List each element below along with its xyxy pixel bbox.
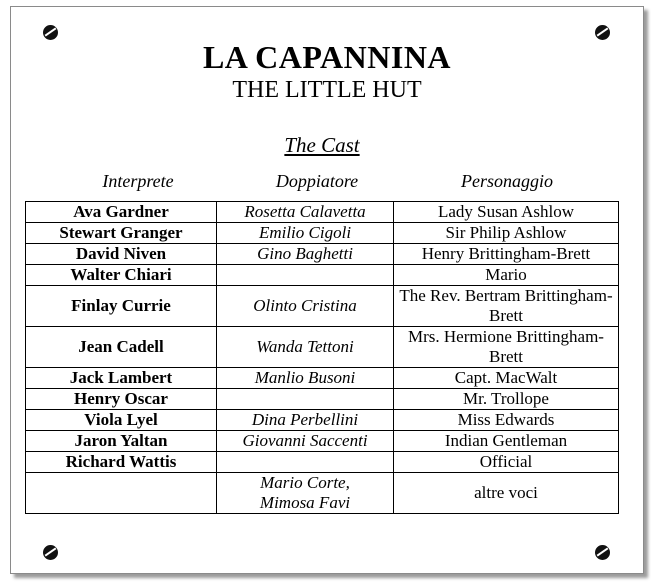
actor-cell: Henry Oscar [26, 389, 217, 410]
actor-cell: Ava Gardner [26, 202, 217, 223]
table-row [26, 286, 619, 327]
table-row [26, 327, 619, 368]
role-cell: Mrs. Hermione Brittingham-Brett [394, 327, 619, 368]
column-header-doppiatore: Doppiatore [275, 171, 359, 191]
actor-cell: Jean Cadell [26, 327, 217, 368]
actor-cell: Richard Wattis [26, 452, 217, 473]
voice-cell: Manlio Busoni [217, 368, 394, 389]
cast-plaque [10, 6, 644, 574]
column-header-personaggio: Personaggio [461, 171, 553, 191]
table-row [26, 452, 619, 473]
role-cell: Mario [394, 265, 619, 286]
role-cell: Official [394, 452, 619, 473]
table-row [26, 223, 619, 244]
actor-cell: Viola Lyel [26, 410, 217, 431]
voice-cell: Gino Baghetti [217, 244, 394, 265]
role-cell: altre voci [394, 473, 619, 514]
table-row [26, 368, 619, 389]
voice-cell [217, 473, 394, 514]
screw-icon [595, 25, 610, 40]
voice-cell: Olinto Cristina [217, 286, 394, 327]
table-row [26, 265, 619, 286]
voice-line: Mimosa Favi [259, 493, 351, 512]
plaque-title: LA CAPANNINA [202, 39, 452, 75]
table-row [26, 202, 619, 223]
table-row [26, 244, 619, 265]
screw-icon [595, 545, 610, 560]
screw-icon [43, 25, 58, 40]
screw-icon [43, 545, 58, 560]
actor-cell: Walter Chiari [26, 265, 217, 286]
role-cell: Mr. Trollope [394, 389, 619, 410]
cast-table [25, 201, 619, 514]
role-cell: Capt. MacWalt [394, 368, 619, 389]
voice-cell: Dina Perbellini [217, 410, 394, 431]
actor-cell: Jack Lambert [26, 368, 217, 389]
voice-cell [217, 265, 394, 286]
actor-cell: Finlay Currie [26, 286, 217, 327]
voice-cell: Wanda Tettoni [217, 327, 394, 368]
voice-cell: Rosetta Calavetta [217, 202, 394, 223]
role-cell: Miss Edwards [394, 410, 619, 431]
voice-cell: Emilio Cigoli [217, 223, 394, 244]
table-row [26, 473, 619, 514]
table-row [26, 431, 619, 452]
table-row [26, 410, 619, 431]
role-cell: The Rev. Bertram Brittingham-Brett [394, 286, 619, 327]
role-cell: Henry Brittingham-Brett [394, 244, 619, 265]
role-cell: Sir Philip Ashlow [394, 223, 619, 244]
actor-cell [26, 473, 217, 514]
cast-heading: The Cast [284, 133, 360, 157]
voice-line: Mario Corte, [260, 473, 350, 492]
actor-cell: Stewart Granger [26, 223, 217, 244]
role-cell: Lady Susan Ashlow [394, 202, 619, 223]
role-cell: Indian Gentleman [394, 431, 619, 452]
voice-cell [217, 452, 394, 473]
actor-cell: Jaron Yaltan [26, 431, 217, 452]
column-header-interprete: Interprete [102, 171, 174, 191]
plaque-subtitle: THE LITTLE HUT [232, 77, 422, 103]
voice-cell [217, 389, 394, 410]
actor-cell: David Niven [26, 244, 217, 265]
voice-cell: Giovanni Saccenti [217, 431, 394, 452]
table-row [26, 389, 619, 410]
